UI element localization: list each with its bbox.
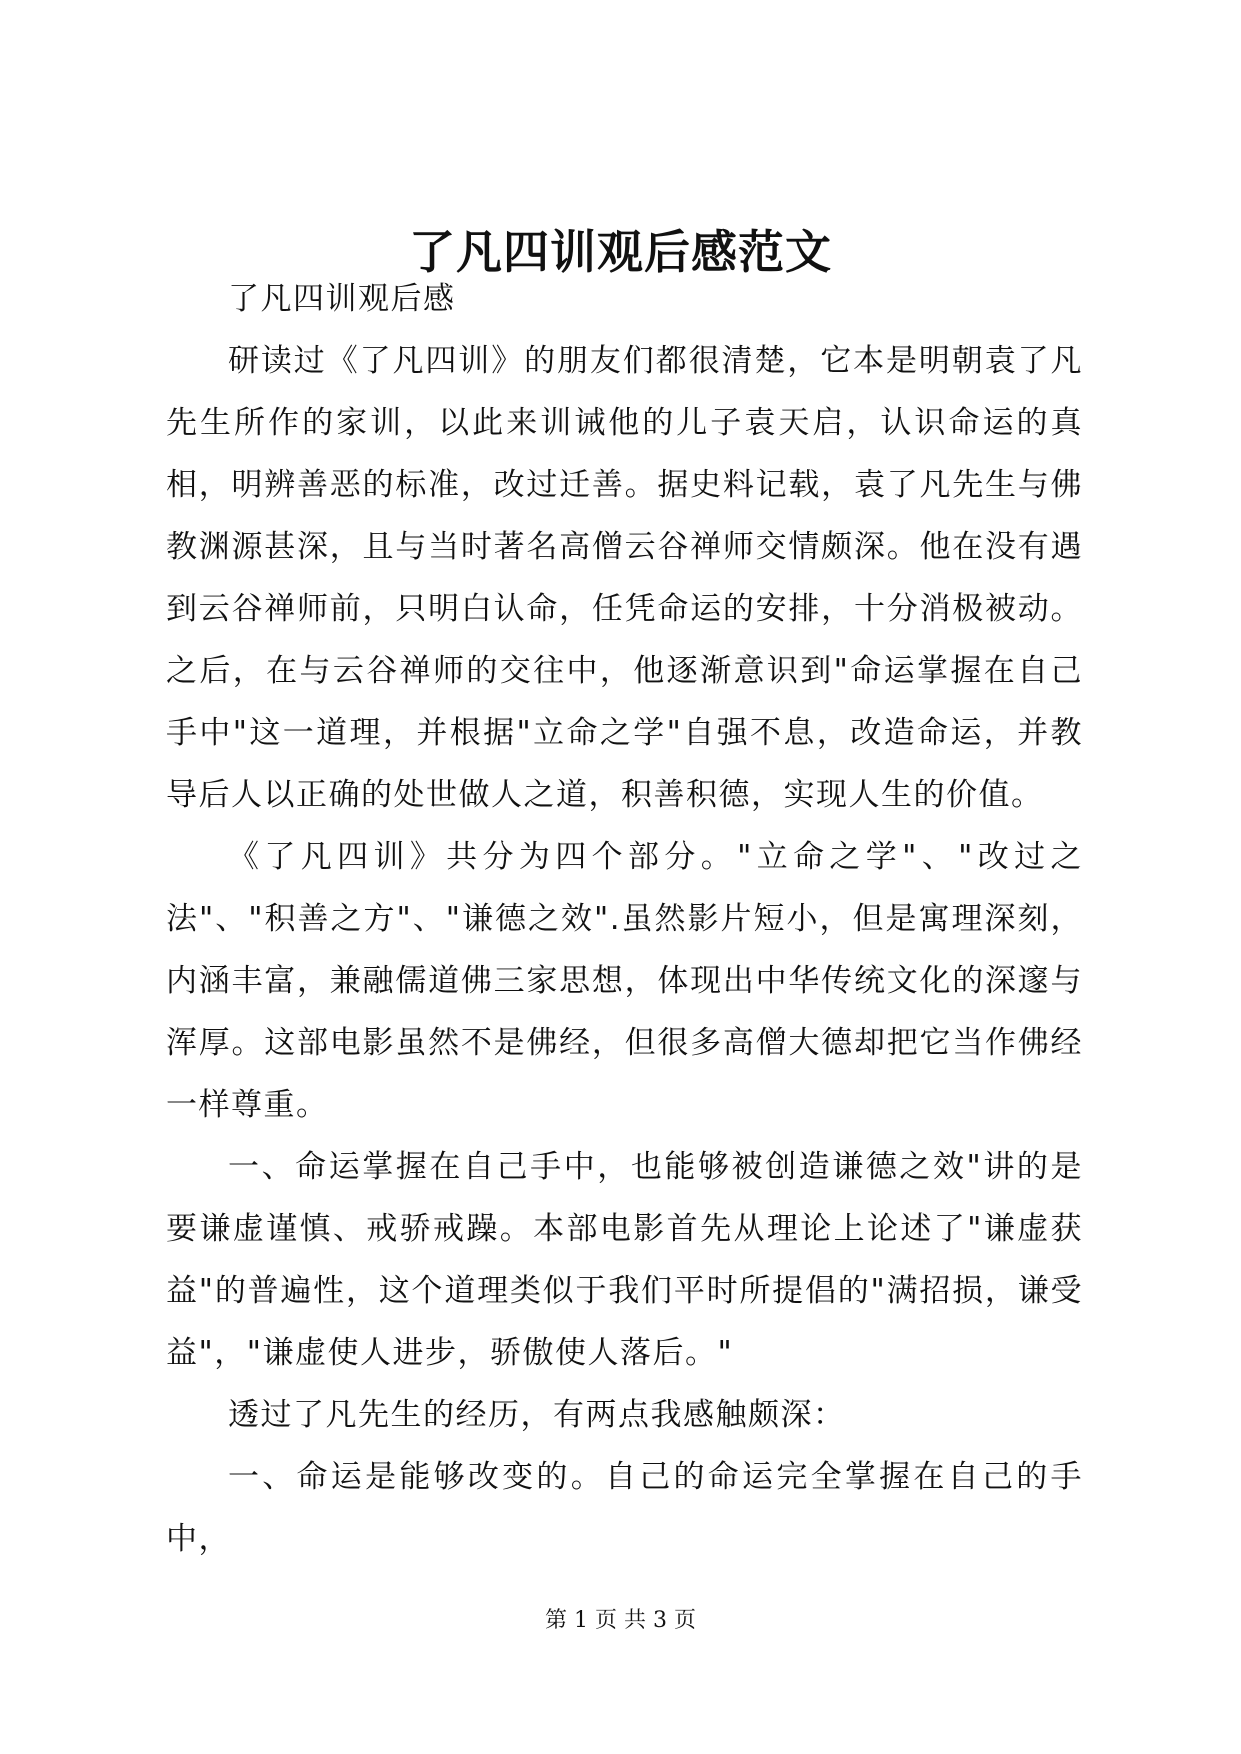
document-body: [166, 268, 1083, 1570]
paragraph: 研读过《了凡四训》的朋友们都很清楚，它本是明朝袁了凡先生所作的家训，以此来训诫他的儿子袁天启，认识命运的真相，明辨善恶的标准，改过迁善。据史料记载，袁了凡先生与佛教渊源甚深，且与当时著名高僧云谷禅师交情颇深。他在没有遇到云谷禅师前，只明白认命，任凭命运的安排，十分消极被动。之后，在与云谷禅师的交往中，他逐渐意识到"命运掌握在自己手中"这一道理，并根据"立命之学"自强不息，改造命运，并教导后人以正确的处世做人之道，积善积德，实现人生的价值。: [166, 343, 1083, 813]
document-title: 了凡四训观后感范文: [409, 225, 832, 279]
paragraph-subtitle: 了凡四训观后感: [228, 281, 456, 317]
paragraph: 透过了凡先生的经历，有两点我感触颇深：: [228, 1397, 846, 1433]
paragraph: 《了凡四训》共分为四个部分。"立命之学"、"改过之法"、"积善之方"、"谦德之效".虽然影片短小，但是寓理深刻，内涵丰富，兼融儒道佛三家思想，体现出中华传统文化的深邃与浑厚。这部电影虽然不是佛经，但很多高僧大德却把它当作佛经一样尊重。: [166, 839, 1083, 1123]
paragraph: 一、命运掌握在自己手中，也能够被创造谦德之效"讲的是要谦虚谨慎、戒骄戒躁。本部电影首先从理论上论述了"谦虚获益"的普遍性，这个道理类似于我们平时所提倡的"满招损，谦受益"，"谦虚使人进步，骄傲使人落后。": [166, 1149, 1083, 1371]
page-footer: 第 1 页 共 3 页: [545, 1608, 696, 1633]
paragraph: 一、命运是能够改变的。自己的命运完全掌握在自己的手中，: [166, 1459, 1083, 1557]
